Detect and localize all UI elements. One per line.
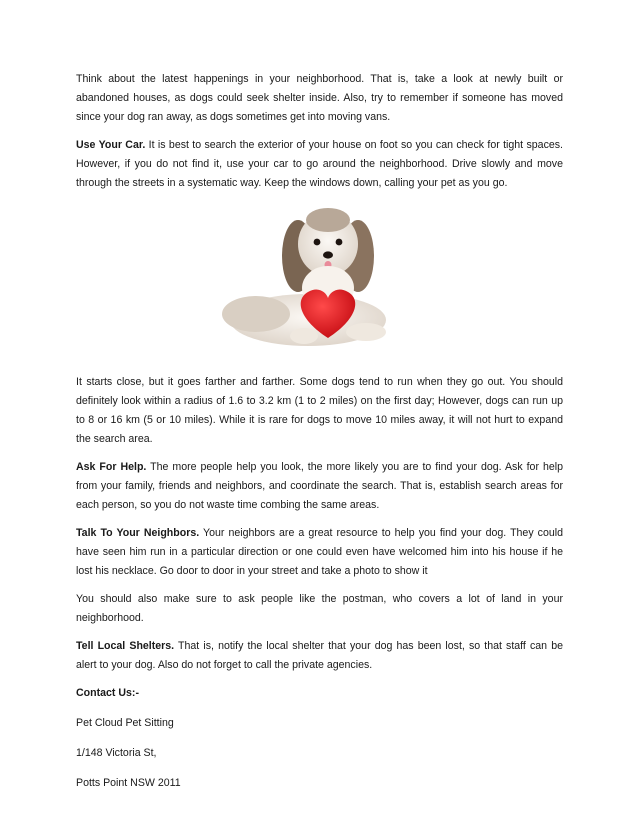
text-talk-to-neighbors: Your neighbors are a great resource to help you find your dog. They could have seen him run in a particular direction or one could even have welcomed him into his house if he lost his necklace. Go door to door in your street and take a photo to show it <box>76 527 563 577</box>
dog-photo <box>76 202 563 362</box>
heading-tell-local-shelters: Tell Local Shelters. <box>76 640 175 652</box>
paragraph-ask-for-help <box>76 458 563 515</box>
heading-ask-for-help: Ask For Help. <box>76 461 147 473</box>
contact-heading: Contact Us:- <box>76 687 139 699</box>
heading-use-your-car: Use Your Car. <box>76 139 146 151</box>
contact-name: Pet Cloud Pet Sitting <box>76 717 174 729</box>
contact-street: 1/148 Victoria St, <box>76 747 157 759</box>
paragraph-postman: You should also make sure to ask people like the postman, who covers a lot of land in your neighborhood. <box>76 593 563 624</box>
paragraph-tell-local-shelters <box>76 637 563 675</box>
heading-talk-to-neighbors: Talk To Your Neighbors. <box>76 527 200 539</box>
text-use-your-car: It is best to search the exterior of your house on foot so you can check for tight spaces. However, if you do not find it, use your car to go around the neighborhood. Drive slowly and move through the streets in a systematic way. Keep the windows down, calling your pet as you go. <box>76 139 563 189</box>
contact-city: Potts Point NSW 2011 <box>76 777 181 789</box>
text-ask-for-help: The more people help you look, the more likely you are to find your dog. Ask for help from your family, friends and neighbors, and coordinate the search. That is, establish search areas for each person, so you do not waste time combing the same areas. <box>76 461 563 511</box>
document-body <box>76 70 563 804</box>
paragraph-neighborhood: Think about the latest happenings in your neighborhood. That is, take a look at newly built or abandoned houses, as dogs could seek shelter inside. Also, try to remember if someone has moved since your dog ran away, as dogs sometimes get into moving vans. <box>76 73 563 123</box>
paragraph-talk-to-neighbors <box>76 524 563 581</box>
paragraph-use-your-car <box>76 136 563 193</box>
dog-with-heart-illustration <box>216 202 416 362</box>
text-tell-local-shelters: That is, notify the local shelter that your dog has been lost, so that staff can be alert to your dog. Also do not forget to call the private agencies. <box>76 640 563 671</box>
paragraph-search-radius: It starts close, but it goes farther and farther. Some dogs tend to run when they go out. You should definitely look within a radius of 1.6 to 3.2 km (1 to 2 miles) on the first day; However, dogs can run up to 8 or 16 km (5 or 10 miles). While it is rare for dogs to move 10 miles away, it will not hurt to expand the search area. <box>76 376 563 445</box>
